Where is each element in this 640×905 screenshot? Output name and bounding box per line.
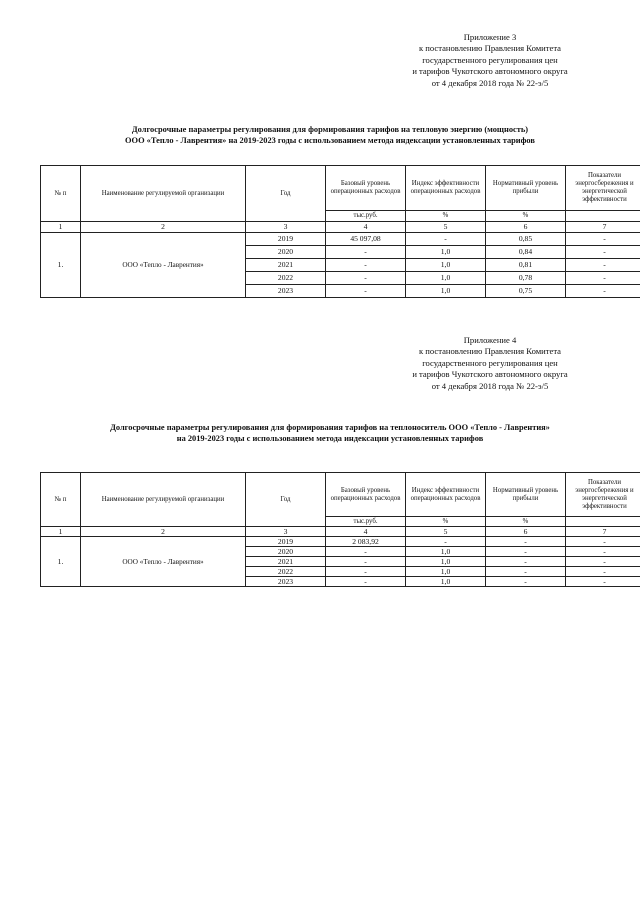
profit-cell: -	[486, 547, 566, 557]
base-cell: -	[326, 285, 406, 298]
base-cell: -	[326, 577, 406, 587]
energy-cell: -	[566, 233, 640, 246]
col-number: 4	[326, 222, 406, 233]
base-cell: 2 083,92	[326, 537, 406, 547]
year-cell: 2022	[246, 272, 326, 285]
appendix-4-line: и тарифов Чукотского автономного округа	[412, 369, 568, 380]
base-cell: -	[326, 557, 406, 567]
appendix-3-header	[365, 32, 615, 89]
energy-cell: -	[566, 285, 640, 298]
table-row	[41, 233, 640, 246]
year-cell: 2023	[246, 577, 326, 587]
year-cell: 2021	[246, 557, 326, 567]
header-org: Наименование регулируемой организации	[81, 166, 246, 222]
appendix-4-line: Приложение 4	[463, 335, 517, 345]
index-cell: -	[406, 233, 486, 246]
appendix-4-header	[365, 335, 615, 392]
header-index: Индекс эффективности операционных расходов	[406, 473, 486, 517]
params-table-4	[40, 472, 640, 587]
appendix-4-line: к постановлению Правления Комитета	[418, 346, 561, 357]
header-year: Год	[246, 166, 326, 222]
year-cell: 2020	[246, 246, 326, 259]
col-number: 6	[486, 527, 566, 537]
year-cell: 2019	[246, 233, 326, 246]
index-cell: 1,0	[406, 567, 486, 577]
org-name: ООО «Тепло - Лаврентия»	[81, 233, 246, 298]
profit-cell: -	[486, 567, 566, 577]
unit-profit: %	[486, 517, 566, 527]
table-4-title-line2: на 2019-2023 годы с использованием метода индексации установленных тарифов	[176, 434, 484, 444]
col-number: 5	[406, 527, 486, 537]
header-num: № п	[41, 473, 81, 527]
base-cell: -	[326, 246, 406, 259]
header-num: № п	[41, 166, 81, 222]
index-cell: 1,0	[406, 285, 486, 298]
unit-index: %	[406, 211, 486, 222]
base-cell: -	[326, 567, 406, 577]
header-profit: Нормативный уровень прибыли	[486, 166, 566, 211]
col-number: 6	[486, 222, 566, 233]
org-name: ООО «Тепло - Лаврентия»	[81, 537, 246, 587]
col-number: 5	[406, 222, 486, 233]
energy-cell: -	[566, 272, 640, 285]
index-cell: 1,0	[406, 272, 486, 285]
base-cell: 45 097,08	[326, 233, 406, 246]
unit-profit: %	[486, 211, 566, 222]
energy-cell: -	[566, 567, 640, 577]
year-cell: 2019	[246, 537, 326, 547]
index-cell: 1,0	[406, 547, 486, 557]
table-4-title	[40, 422, 620, 444]
unit-base: тыс.руб.	[326, 517, 406, 527]
table-row	[41, 537, 640, 547]
appendix-3-line: от 4 декабря 2018 года № 22-э/5	[431, 77, 549, 88]
header-org: Наименование регулируемой организации	[81, 473, 246, 527]
header-index: Индекс эффективности операционных расходов	[406, 166, 486, 211]
year-cell: 2022	[246, 567, 326, 577]
profit-cell: 0,81	[486, 259, 566, 272]
col-number: 7	[566, 527, 640, 537]
index-cell: -	[406, 537, 486, 547]
col-number: 1	[41, 527, 81, 537]
base-cell: -	[326, 272, 406, 285]
year-cell: 2021	[246, 259, 326, 272]
col-number: 1	[41, 222, 81, 233]
profit-cell: -	[486, 537, 566, 547]
header-profit: Нормативный уровень прибыли	[486, 473, 566, 517]
appendix-3-line: и тарифов Чукотского автономного округа	[412, 66, 568, 77]
energy-cell: -	[566, 547, 640, 557]
year-cell: 2023	[246, 285, 326, 298]
energy-cell: -	[566, 259, 640, 272]
table-3-title-line1: Долгосрочные параметры регулирования для формирования тарифов на тепловую энергию (мощность)	[131, 125, 529, 134]
col-number: 3	[246, 527, 326, 537]
energy-cell: -	[566, 557, 640, 567]
col-number: 3	[246, 222, 326, 233]
profit-cell: 0,75	[486, 285, 566, 298]
unit-base: тыс.руб.	[326, 211, 406, 222]
unit-index: %	[406, 517, 486, 527]
profit-cell: 0,78	[486, 272, 566, 285]
table-3-title-line2: ООО «Тепло - Лаврентия» на 2019-2023 годы с использованием метода индексации установленных тарифов	[125, 136, 535, 146]
col-number: 2	[81, 527, 246, 537]
energy-cell: -	[566, 246, 640, 259]
table-4-title-line1: Долгосрочные параметры регулирования для формирования тарифов на теплоноситель ООО «Тепло - Лаврентия»	[110, 423, 550, 432]
appendix-3-line: к постановлению Правления Комитета	[418, 43, 561, 54]
header-year: Год	[246, 473, 326, 527]
profit-cell: -	[486, 557, 566, 567]
unit-energy	[566, 211, 640, 222]
col-number: 2	[81, 222, 246, 233]
appendix-4-line: государственного регулирования цен	[422, 357, 558, 368]
appendix-4-line: от 4 декабря 2018 года № 22-э/5	[431, 380, 549, 391]
params-table-3	[40, 165, 640, 298]
col-number: 7	[566, 222, 640, 233]
appendix-3-line: Приложение 3	[463, 32, 517, 42]
energy-cell: -	[566, 577, 640, 587]
base-cell: -	[326, 259, 406, 272]
profit-cell: 0,85	[486, 233, 566, 246]
index-cell: 1,0	[406, 246, 486, 259]
header-energy: Показатели энергосбережения и энергетической эффективности	[566, 473, 640, 517]
table-3-title	[40, 124, 620, 146]
energy-cell: -	[566, 537, 640, 547]
row-number: 1.	[41, 233, 81, 298]
year-cell: 2020	[246, 547, 326, 557]
header-energy: Показатели энергосбережения и энергетической эффективности	[566, 166, 640, 211]
index-cell: 1,0	[406, 259, 486, 272]
row-number: 1.	[41, 537, 81, 587]
unit-energy	[566, 517, 640, 527]
header-base: Базовый уровень операционных расходов	[326, 473, 406, 517]
appendix-3-line: государственного регулирования цен	[422, 54, 558, 65]
base-cell: -	[326, 547, 406, 557]
header-base: Базовый уровень операционных расходов	[326, 166, 406, 211]
profit-cell: 0,84	[486, 246, 566, 259]
col-number: 4	[326, 527, 406, 537]
index-cell: 1,0	[406, 557, 486, 567]
profit-cell: -	[486, 577, 566, 587]
index-cell: 1,0	[406, 577, 486, 587]
